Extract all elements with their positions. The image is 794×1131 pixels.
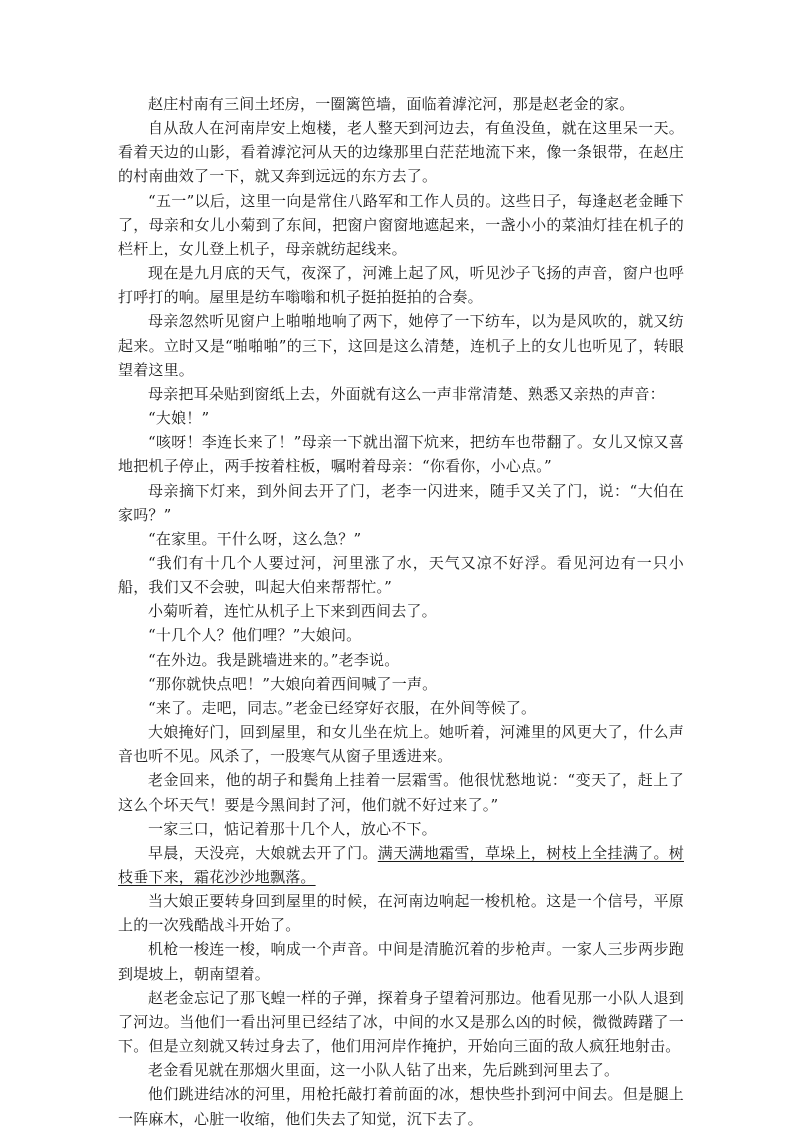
paragraph-11: “我们有十几个人要过河，河里涨了水，天气又凉不好浮。看见河边有一只小船，我们又不会驶，叫起大伯来帮帮忙。” — [118, 553, 684, 597]
paragraph-1: 赵庄村南有三间土坯房，一圈篱笆墙，面临着滹沱河，那是赵老金的家。 — [148, 95, 635, 113]
paragraph-24: 老金看见就在那烟火里面，这一小队人钻了出来，先后跳到河里去了。 — [148, 1061, 620, 1080]
underlined-passage: 满天满地霜雪，草垛上，树枝上全挂满了。树枝垂下来，霜花沙沙地飘落。 — [118, 843, 684, 886]
paragraph-14: “在外边。我是跳墙进来的。”老李说。 — [148, 650, 400, 669]
paragraph-2: 自从敌人在河南岸安上炮楼，老人整天到河边去，有鱼没鱼，就在这里呆一天。看着天边的山影，看着滹沱河从天的边缘那里白茫茫地流下来，像一条银带，在赵庄的村南曲效了一下，就又奔到远远的东方去了。 — [118, 119, 684, 186]
paragraph-8: “咳呀！李连长来了！”母亲一下就出溜下炕来，把纺车也带翻了。女儿又惊又喜地把机子停止，两手按着柱板，嘱咐着母亲：“你看你，小心点。” — [118, 433, 684, 476]
paragraph-23: 赵老金忘记了那飞蝗一样的子弹，探着身子望着河那边。他看见那一小队人退到了河边。当他们一看出河里已经结了冰，中间的水又是那么凶的时候，微微踌躇了一下。但是立刻就又转过身去了，他们用河岸作掩护，开始向三面的敌人疯狂地射击。 — [118, 988, 684, 1056]
paragraph-19: 一家三口，惦记着那十几个人，放心不下。 — [148, 819, 437, 838]
document-body — [118, 92, 684, 1131]
paragraph-7: “大娘！” — [148, 409, 210, 428]
paragraph-17: 大娘掩好门，回到屋里，和女儿坐在炕上。她听着，河滩里的风更大了，什么声音也听不见。风杀了，一股寒气从窗子里透进来。 — [118, 723, 684, 766]
paragraph-10: “在家里。干什么呀，这么急？” — [148, 529, 362, 548]
paragraph-21: 当大娘正要转身回到屋里的时候，在河南边响起一梭机枪。这是一个信号，平原上的一次残酷战斗开始了。 — [118, 892, 684, 935]
paragraph-16: “来了。走吧，同志。”老金已经穿好衣服，在外间等候了。 — [148, 698, 537, 717]
paragraph-5: 母亲忽然听见窗户上啪啪地响了两下，她停了一下纺车，以为是风吹的，就又纺起来。立时又是“啪啪啪”的三下，这回是这么清楚，连机子上的女儿也听见了，转眼望着这里。 — [118, 312, 684, 379]
paragraph-6: 母亲把耳朵贴到窗纸上去，外面就有这么一声非常清楚、熟悉又亲热的声音： — [148, 384, 665, 403]
paragraph-9: 母亲摘下灯来，到外间去开了门，老李一闪进来，随手又关了门，说：“大伯在家吗？” — [118, 481, 684, 524]
paragraph-20-text: 早晨，天没亮，大娘就去开了门。 — [148, 843, 378, 862]
paragraph-4: 现在是九月底的天气，夜深了，河滩上起了风，听见沙子飞扬的声音，窗户也呼打呼打的响。屋里是纺车嗡嗡和机子挺拍挺拍的合奏。 — [118, 264, 684, 307]
paragraph-25: 他们跳进结冰的河里，用枪托敲打着前面的冰，想快些扑到河中间去。但是腿上一阵麻木，心脏一收缩，他们失去了知觉，沉下去了。 — [118, 1085, 684, 1128]
paragraph-22: 机枪一梭连一梭，响成一个声音。中间是清脆沉着的步枪声。一家人三步两步跑到堤坡上，朝南望着。 — [118, 940, 684, 983]
paragraph-12: 小菊听着，连忙从机子上下来到西间去了。 — [148, 602, 437, 621]
paragraph-3: “五一”以后，这里一向是常住八路军和工作人员的。这些日子，每逢赵老金睡下了，母亲和女儿小菊到了东间，把窗户窗窗地遮起来，一盏小小的菜油灯挂在机子的栏杆上，女儿登上机子，母亲就纺起线来。 — [118, 191, 684, 258]
paragraph-20 — [118, 841, 684, 889]
paragraph-13: “十几个人？他们哩？”大娘问。 — [148, 626, 362, 645]
paragraph-18: 老金回来，他的胡子和鬓角上挂着一层霜雪。他很忧愁地说：“变天了，赶上了这么个坏天气！要是今黑间封了河，他们就不好过来了。” — [118, 771, 684, 814]
paragraph-15: “那你就快点吧！”大娘向着西间喊了一声。 — [148, 674, 438, 693]
